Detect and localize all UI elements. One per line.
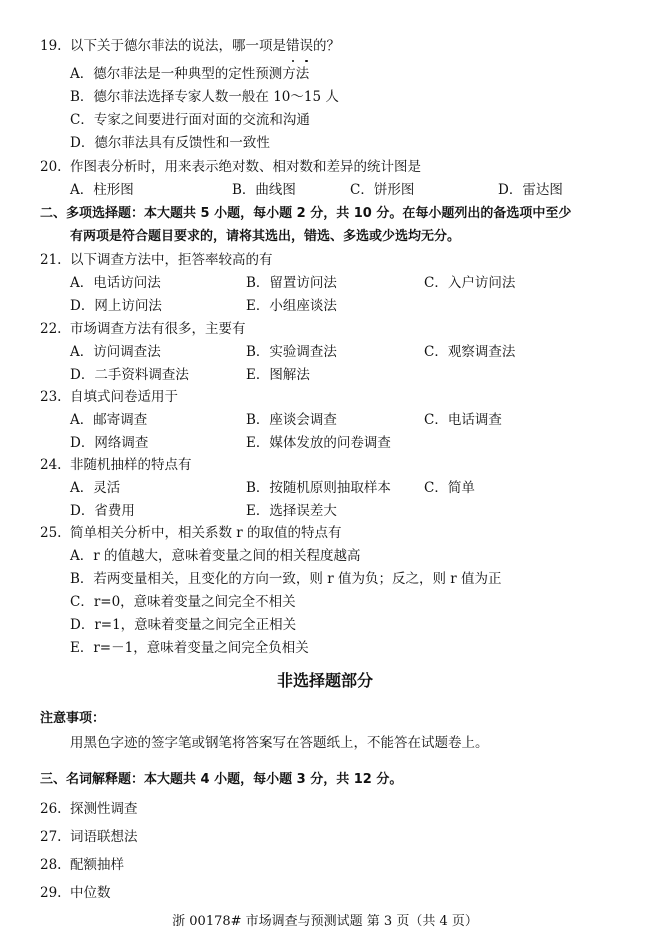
question-text: 以下调查方法中，拒答率较高的有 — [70, 252, 273, 268]
question-22-stem — [40, 319, 246, 339]
emphasis-dot — [292, 60, 295, 63]
option-b: B．按随机原则抽取样本 — [246, 480, 391, 496]
question-text: 中位数 — [70, 885, 111, 901]
question-number: 25. — [40, 525, 62, 541]
option-d: D．网上访问法 — [70, 298, 162, 314]
option-b: B．曲线图 — [232, 182, 296, 198]
question-text: 以下关于德尔菲法的说法，哪一项是 — [70, 38, 286, 54]
option-e: E．媒体发放的问卷调查 — [246, 435, 391, 451]
option-a: A．德尔菲法是一种典型的定性预测方法 — [70, 66, 310, 82]
notice-text: 用黑色字迹的签字笔或钢笔将答案写在答题纸上，不能答在试题卷上。 — [70, 735, 489, 751]
question-text: 作图表分析时，用来表示绝对数、相对数和差异的统计图是 — [70, 159, 421, 175]
emphasis-dot — [305, 60, 308, 63]
nonchoice-section-title: 非选择题部分 — [276, 671, 373, 690]
question-26 — [40, 799, 138, 819]
notice-label: 注意事项： — [40, 711, 106, 726]
option-e: E．r=－1，意味着变量之间完全负相关 — [70, 640, 309, 656]
option-b: B．若两变量相关，且变化的方向一致，则 r 值为负；反之，则 r 值为正 — [70, 571, 502, 587]
option-d: D．网络调查 — [70, 435, 149, 451]
option-c: C．观察调查法 — [424, 344, 516, 360]
option-a: A．邮寄调查 — [70, 412, 148, 428]
option-d: D．雷达图 — [498, 182, 563, 198]
question-text: 探测性调查 — [70, 801, 138, 817]
question-text: 市场调查方法有很多，主要有 — [70, 321, 246, 337]
option-e: E．图解法 — [246, 367, 310, 383]
option-b: B．德尔菲法选择专家人数一般在 10～15 人 — [70, 89, 339, 105]
emphasis-char: 误 — [300, 36, 314, 56]
option-c: C．电话调查 — [424, 412, 502, 428]
question-number: 29. — [40, 885, 62, 901]
option-c: C．专家之间要进行面对面的交流和沟通 — [70, 112, 310, 128]
question-text: 配额抽样 — [70, 857, 124, 873]
question-number: 24. — [40, 457, 62, 473]
question-text: 词语联想法 — [70, 829, 138, 845]
section-3-heading: 三、名词解释题：本大题共 4 小题，每小题 3 分，共 12 分。 — [40, 772, 403, 787]
question-19-stem — [40, 36, 340, 56]
question-text: 简单相关分析中，相关系数 r 的取值的特点有 — [70, 525, 342, 541]
option-a: A．电话访问法 — [70, 275, 161, 291]
option-d: D．德尔菲法具有反馈性和一致性 — [70, 135, 270, 151]
option-a: A．灵活 — [70, 480, 121, 496]
option-c: C．入户访问法 — [424, 275, 516, 291]
question-27 — [40, 827, 138, 847]
option-c: C．r=0，意味着变量之间完全不相关 — [70, 594, 296, 610]
option-a: A．访问调查法 — [70, 344, 161, 360]
question-20-stem — [40, 157, 421, 177]
question-number: 27. — [40, 829, 62, 845]
question-24-stem — [40, 455, 192, 475]
section-2-heading-line1: 二、多项选择题：本大题共 5 小题，每小题 2 分，共 10 分。在每小题列出的备选项中至少 — [40, 206, 572, 221]
question-29 — [40, 883, 111, 903]
question-text: 非随机抽样的特点有 — [70, 457, 192, 473]
question-25-stem — [40, 523, 342, 543]
option-e: E．小组座谈法 — [246, 298, 337, 314]
option-d: D．省费用 — [70, 503, 135, 519]
question-number: 23. — [40, 389, 62, 405]
question-23-stem — [40, 387, 178, 407]
question-text-end: 的？ — [313, 38, 340, 54]
option-c: C．简单 — [424, 480, 475, 496]
option-c: C．饼形图 — [350, 182, 415, 198]
question-number: 21. — [40, 252, 62, 268]
page-footer: 浙 00178# 市场调查与预测试题 第 3 页（共 4 页） — [172, 914, 478, 929]
question-21-stem — [40, 250, 273, 270]
option-d: D．二手资料调查法 — [70, 367, 189, 383]
option-e: E．选择误差大 — [246, 503, 337, 519]
question-number: 28. — [40, 857, 62, 873]
question-number: 19. — [40, 38, 62, 54]
emphasis-char: 错 — [286, 36, 300, 56]
question-number: 22. — [40, 321, 62, 337]
question-28 — [40, 855, 124, 875]
question-number: 26. — [40, 801, 62, 817]
option-b: B．实验调查法 — [246, 344, 337, 360]
option-a: A．柱形图 — [70, 182, 134, 198]
question-number: 20. — [40, 159, 62, 175]
option-b: B．留置访问法 — [246, 275, 337, 291]
question-text: 自填式问卷适用于 — [70, 389, 178, 405]
option-a: A．r 的值越大，意味着变量之间的相关程度越高 — [70, 548, 361, 564]
section-2-heading-line2: 有两项是符合题目要求的，请将其选出，错选、多选或少选均无分。 — [70, 229, 461, 244]
option-b: B．座谈会调查 — [246, 412, 337, 428]
option-d: D．r=1，意味着变量之间完全正相关 — [70, 617, 297, 633]
